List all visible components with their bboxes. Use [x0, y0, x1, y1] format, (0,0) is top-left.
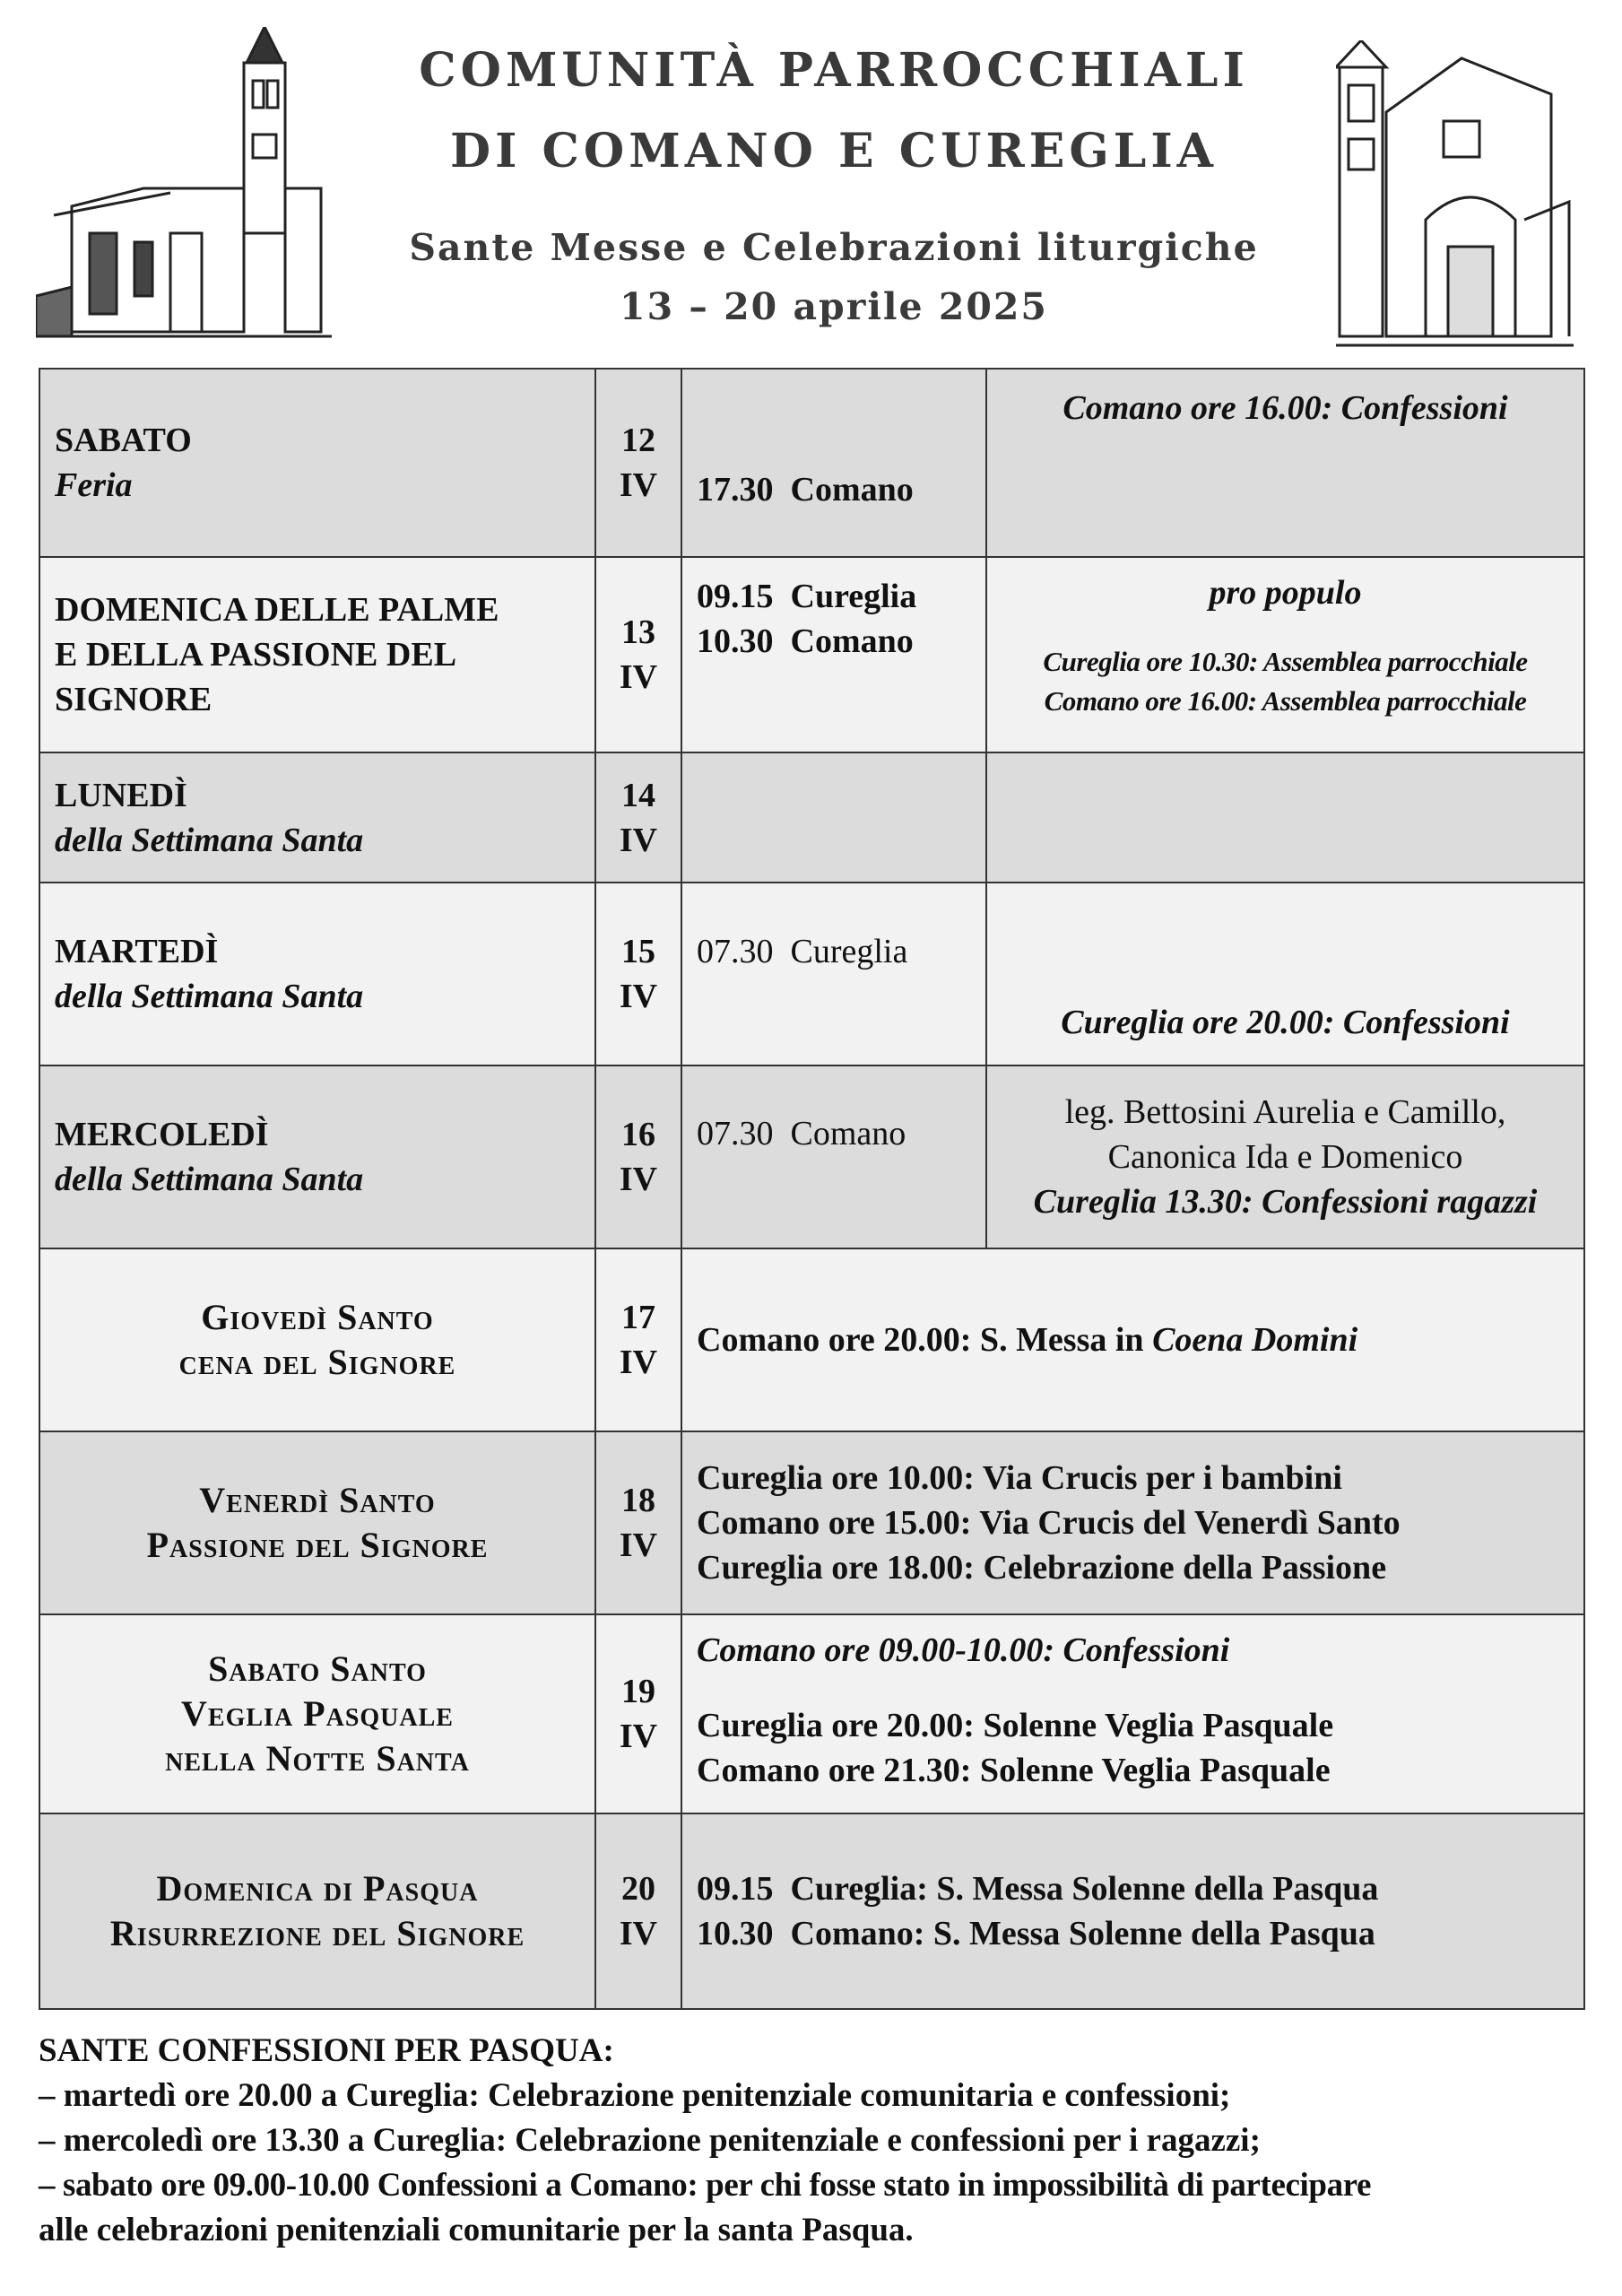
day-cell	[39, 1614, 595, 1813]
date-month: IV	[619, 658, 658, 696]
event-cell	[681, 1614, 1584, 1813]
confessions-footer	[39, 2029, 1590, 2253]
table-row	[39, 1614, 1584, 1813]
date-month: IV	[619, 1718, 658, 1755]
date-day: 19	[621, 1673, 655, 1710]
table-row	[39, 369, 1584, 557]
note: leg. Bettosini Aurelia e Camillo,	[1064, 1093, 1506, 1131]
day-sub: Passione del Signore	[146, 1525, 489, 1565]
date-cell	[595, 1614, 681, 1813]
day-sub: Veglia Pasquale	[181, 1693, 454, 1734]
day-name: LUNEDÌ	[55, 776, 187, 814]
day-cell	[39, 369, 595, 557]
day-name: Giovedì Santo	[201, 1297, 434, 1337]
day-cell	[39, 883, 595, 1065]
day-sub: della Settimana Santa	[55, 978, 364, 1015]
event-text: Comano ore 09.00-10.00: Confessioni	[697, 1631, 1230, 1669]
note: Comano ore 16.00: Confessioni	[1063, 389, 1508, 427]
mass-time: 07.30 Comano	[697, 1115, 906, 1152]
day-sub: della Settimana Santa	[55, 1161, 364, 1198]
church-right-sketch	[1336, 40, 1574, 354]
date-month: IV	[619, 978, 658, 1015]
day-name: MERCOLEDÌ	[55, 1116, 269, 1153]
notes-cell	[986, 1065, 1584, 1248]
day-name: Sabato Santo	[208, 1648, 427, 1689]
date-cell	[595, 752, 681, 883]
table-row	[39, 752, 1584, 883]
footer-heading: SANTE CONFESSIONI PER PASQUA:	[39, 2032, 614, 2069]
schedule-table	[39, 368, 1585, 2010]
day-name: SIGNORE	[55, 681, 213, 718]
date-month: IV	[619, 1526, 658, 1564]
date-month: IV	[619, 1915, 658, 1952]
table-row	[39, 1248, 1584, 1431]
notes-cell	[986, 752, 1584, 883]
date-month: IV	[619, 1161, 658, 1198]
date-month: IV	[619, 821, 658, 859]
table-row	[39, 1065, 1584, 1248]
day-sub: nella Notte Santa	[165, 1738, 470, 1779]
event-cell	[681, 1431, 1584, 1614]
event-text-italic: Coena Domini	[1152, 1321, 1358, 1359]
mass-cell	[681, 883, 986, 1065]
day-name: E DELLA PASSIONE DEL	[55, 636, 457, 674]
date-cell	[595, 1431, 681, 1614]
day-name: SABATO	[55, 422, 192, 459]
event-text: 10.30 Comano: S. Messa Solenne della Pasqua	[697, 1915, 1375, 1952]
table-row	[39, 883, 1584, 1065]
day-name: Domenica di Pasqua	[156, 1868, 479, 1909]
date-day: 14	[621, 776, 655, 814]
title-line-2: DI COMANO E CUREGLIA	[449, 124, 1218, 178]
date-range: 13 – 20 aprile 2025	[620, 285, 1048, 328]
date-day: 13	[621, 613, 655, 651]
note: Cureglia ore 10.30: Assemblea parrocchiale	[1043, 646, 1528, 677]
event-text: Cureglia ore 18.00: Celebrazione della Passione	[697, 1549, 1387, 1587]
date-day: 15	[621, 933, 655, 970]
event-text: 09.15 Cureglia: S. Messa Solenne della Pasqua	[697, 1870, 1379, 1908]
mass-cell	[681, 557, 986, 752]
table-row	[39, 557, 1584, 752]
event-text: Comano ore 20.00: S. Messa in	[697, 1321, 1153, 1359]
mass-cell	[681, 1065, 986, 1248]
date-cell	[595, 369, 681, 557]
note: pro populo	[1209, 574, 1362, 612]
day-sub: Feria	[55, 466, 133, 504]
day-cell	[39, 752, 595, 883]
event-cell	[681, 1248, 1584, 1431]
footer-line: – sabato ore 09.00-10.00 Confessioni a Comano: per chi fosse stato in impossibilità di partecipare	[39, 2167, 1372, 2204]
date-cell	[595, 557, 681, 752]
date-day: 18	[621, 1482, 655, 1519]
date-month: IV	[619, 1344, 658, 1381]
note: Cureglia 13.30: Confessioni ragazzi	[1033, 1183, 1538, 1221]
event-text: Cureglia ore 10.00: Via Crucis per i bambini	[697, 1459, 1342, 1497]
notes-cell	[986, 557, 1584, 752]
date-cell	[595, 1248, 681, 1431]
day-cell	[39, 1813, 595, 2009]
mass-time: 10.30 Comano	[697, 622, 914, 660]
event-text: Comano ore 15.00: Via Crucis del Venerdì Santo	[697, 1504, 1401, 1542]
table-row	[39, 1431, 1584, 1614]
note: Comano ore 16.00: Assemblea parrocchiale	[1044, 685, 1527, 717]
day-name: Venerdì Santo	[199, 1480, 436, 1520]
event-text: Cureglia ore 20.00: Solenne Veglia Pasquale	[697, 1707, 1334, 1744]
day-cell	[39, 1431, 595, 1614]
day-name: MARTEDÌ	[55, 933, 219, 970]
note: Cureglia ore 20.00: Confessioni	[1061, 1004, 1510, 1041]
notes-cell	[986, 369, 1584, 557]
day-sub: Risurrezione del Signore	[109, 1913, 525, 1953]
day-sub: della Settimana Santa	[55, 821, 364, 859]
date-day: 17	[621, 1299, 655, 1336]
mass-cell	[681, 369, 986, 557]
page-header	[0, 0, 1622, 368]
note: Canonica Ida e Domenico	[1107, 1138, 1463, 1176]
event-cell	[681, 1813, 1584, 2009]
footer-line: – martedì ore 20.00 a Cureglia: Celebrazione penitenziale comunitaria e confessioni;	[39, 2077, 1231, 2114]
date-day: 12	[621, 422, 655, 459]
mass-cell	[681, 752, 986, 883]
mass-time: 17.30 Comano	[697, 471, 914, 509]
footer-line: alle celebrazioni penitenziali comunitarie per la santa Pasqua.	[39, 2212, 914, 2248]
date-cell	[595, 883, 681, 1065]
day-cell	[39, 1248, 595, 1431]
church-left-sketch	[36, 27, 341, 350]
day-cell	[39, 557, 595, 752]
date-cell	[595, 1065, 681, 1248]
day-sub: cena del Signore	[178, 1342, 456, 1382]
notes-cell	[986, 883, 1584, 1065]
day-name: DOMENICA DELLE PALME	[55, 591, 499, 629]
table-row	[39, 1813, 1584, 2009]
date-day: 20	[621, 1870, 655, 1908]
day-cell	[39, 1065, 595, 1248]
mass-time: 09.15 Cureglia	[697, 578, 917, 615]
date-cell	[595, 1813, 681, 2009]
date-month: IV	[619, 466, 658, 504]
mass-time: 07.30 Cureglia	[697, 933, 908, 970]
footer-line: – mercoledì ore 13.30 a Cureglia: Celebrazione penitenziale e confessioni per i ragazzi;	[39, 2122, 1261, 2159]
title-line-1: COMUNITÀ PARROCCHIALI	[419, 43, 1249, 98]
subtitle: Sante Messe e Celebrazioni liturgiche	[409, 226, 1259, 269]
event-text: Comano ore 21.30: Solenne Veglia Pasquale	[697, 1752, 1331, 1789]
date-day: 16	[621, 1116, 655, 1153]
